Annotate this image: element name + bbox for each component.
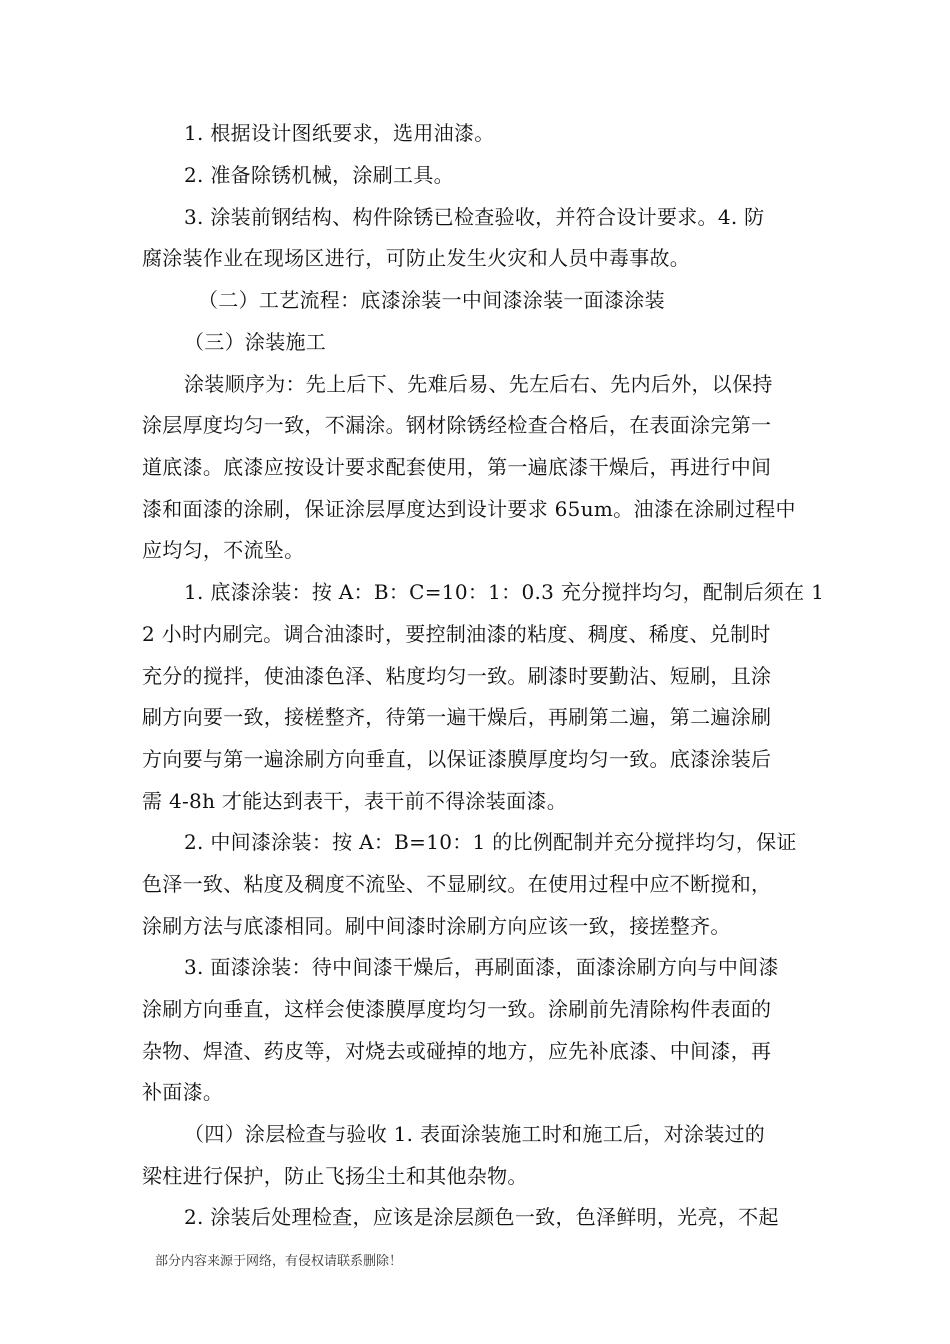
text-line: 3. 涂装前钢结构、构件除锈已检查验收，并符合设计要求。4. 防	[184, 205, 765, 229]
text-line: 2 小时内刷完。调合油漆时，要控制油漆的粘度、稠度、稀度、兑制时	[142, 622, 771, 646]
section-heading: （四）涂层检查与验收 1. 表面涂装施工时和施工后，对涂装过的	[184, 1122, 766, 1146]
section-heading: （二）工艺流程：底漆涂装一中间漆涂装一面漆涂装	[198, 288, 665, 312]
text-line: 梁柱进行保护，防止飞扬尘土和其他杂物。	[142, 1164, 528, 1188]
text-line: 涂装顺序为：先上后下、先难后易、先左后右、先内后外，以保持	[184, 372, 773, 396]
text-line: 杂物、焊渣、药皮等，对烧去或碰掉的地方，应先补底漆、中间漆，再	[142, 1039, 772, 1063]
text-line: 色泽一致、粘度及稠度不流坠、不显刷纹。在使用过程中应不断搅和，	[142, 872, 772, 896]
text-line: 方向要与第一遍涂刷方向垂直，以保证漆膜厚度均匀一致。底漆涂装后	[142, 747, 772, 771]
text-line: 刷方向要一致，接槎整齐，待第一遍干燥后，再刷第二遍，第二遍涂刷	[142, 705, 772, 729]
text-line: 涂刷方向垂直，这样会使漆膜厚度均匀一致。涂刷前先清除构件表面的	[142, 997, 772, 1021]
text-line: 漆和面漆的涂刷，保证涂层厚度达到设计要求 65um。油漆在涂刷过程中	[142, 497, 796, 521]
text-line: 涂刷方法与底漆相同。刷中间漆时涂刷方向应该一致，接搓整齐。	[142, 914, 731, 938]
text-line: 2. 涂装后处理检查，应该是涂层颜色一致，色泽鲜明，光亮，不起	[184, 1205, 779, 1229]
text-line: 1. 底漆涂装：按 A：B：C=10：1：0.3 充分搅拌均匀，配制后须在 1	[184, 580, 825, 604]
footer-disclaimer: 部分内容来源于网络，有侵权请联系删除！	[155, 1254, 403, 1269]
text-line: 2. 中间漆涂装：按 A：B=10：1 的比例配制并充分搅拌均匀，保证	[184, 830, 797, 854]
text-line: 应均匀，不流坠。	[142, 538, 305, 562]
text-line: 补面漆。	[142, 1080, 224, 1104]
text-line: 3. 面漆涂装：待中间漆干燥后，再刷面漆，面漆涂刷方向与中间漆	[184, 955, 779, 979]
section-heading: （三）涂装施工	[184, 330, 327, 354]
text-line: 涂层厚度均匀一致，不漏涂。钢材除锈经检查合格后，在表面涂完第一	[142, 413, 772, 437]
text-line: 1. 根据设计图纸要求，选用油漆。	[184, 121, 495, 145]
text-line: 2. 准备除锈机械，涂刷工具。	[184, 163, 454, 187]
text-line: 需 4-8h 才能达到表干，表干前不得涂装面漆。	[142, 789, 568, 813]
text-line: 充分的搅拌，使油漆色泽、粘度均匀一致。刷漆时要勤沾、短刷，且涂	[142, 664, 772, 688]
text-line: 道底漆。底漆应按设计要求配套使用，第一遍底漆干燥后，再进行中间	[142, 455, 772, 479]
text-line: 腐涂装作业在现场区进行，可防止发生火灾和人员中毒事故。	[142, 246, 691, 270]
